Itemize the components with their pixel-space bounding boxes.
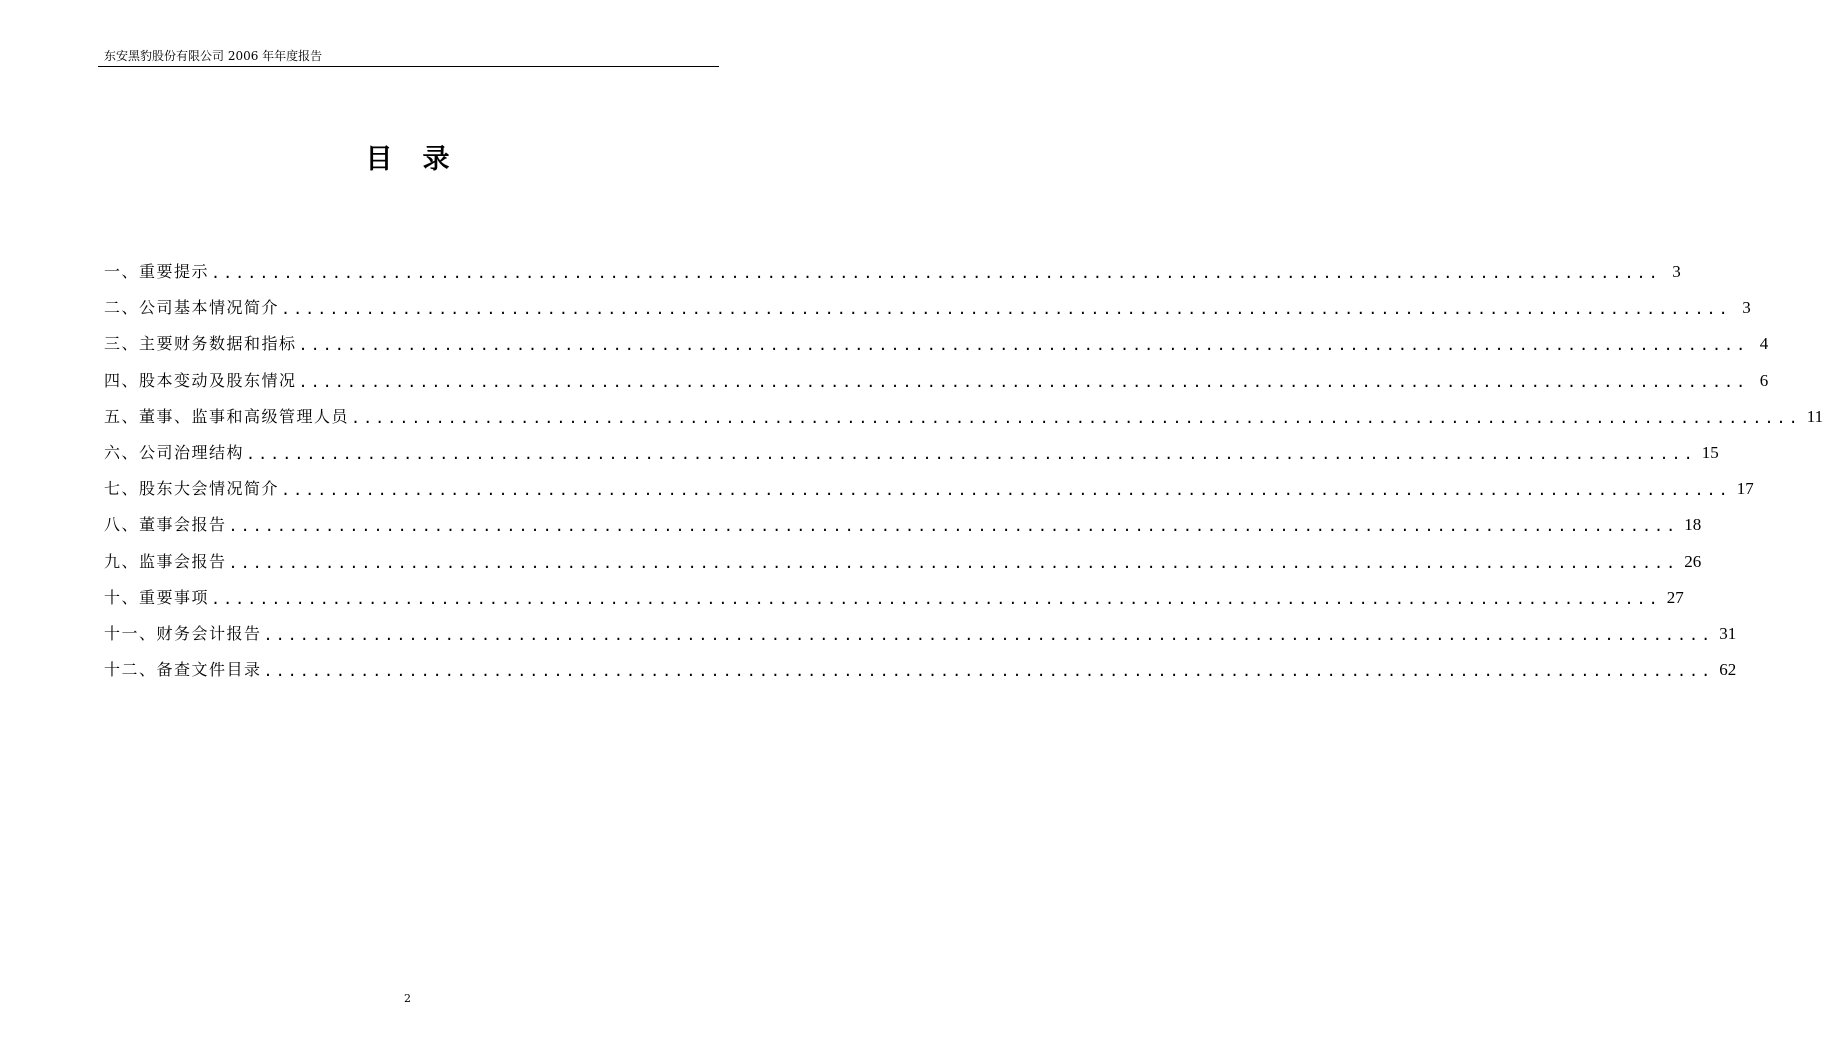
toc-entry-page: 15 xyxy=(1701,443,1719,463)
toc-entry-page: 4 xyxy=(1759,334,1769,354)
toc-entry-label: 十、重要事项 xyxy=(104,587,210,607)
toc-leader-dots: ........................................................................................................................ xyxy=(211,589,1661,608)
toc-entry-page: 18 xyxy=(1684,515,1702,535)
toc-entry[interactable] xyxy=(104,616,1737,652)
toc-entry-label: 二、公司基本情况简介 xyxy=(104,298,280,318)
toc-entry-page: 27 xyxy=(1666,587,1684,607)
header-divider xyxy=(98,66,719,67)
table-of-contents xyxy=(104,254,1823,688)
toc-leader-dots: ........................................................................................................................ xyxy=(351,408,1801,427)
toc-entry-label: 十二、备查文件目录 xyxy=(104,660,262,680)
toc-entry-page: 26 xyxy=(1684,551,1702,571)
toc-entry-label: 五、董事、监事和高级管理人员 xyxy=(104,406,350,426)
toc-leader-dots: ........................................................................................................................ xyxy=(298,372,1749,391)
toc-entry[interactable] xyxy=(104,652,1737,688)
toc-entry[interactable] xyxy=(104,580,1684,616)
toc-entry[interactable] xyxy=(104,290,1751,326)
toc-entry[interactable] xyxy=(104,399,1823,435)
title-char-2: 录 xyxy=(422,144,450,175)
toc-leader-dots: ........................................................................................................................ xyxy=(298,336,1749,355)
toc-entry-page: 6 xyxy=(1759,370,1769,390)
page-header: 东安黑豹股份有限公司 2006 年年度报告 xyxy=(104,49,323,63)
toc-entry[interactable] xyxy=(104,435,1719,471)
page-title xyxy=(0,140,815,180)
toc-leader-dots: ........................................................................................................................ xyxy=(211,264,1661,283)
toc-leader-dots: ........................................................................................................................ xyxy=(281,481,1731,500)
toc-entry[interactable] xyxy=(104,254,1681,290)
toc-entry-page: 62 xyxy=(1719,660,1737,680)
toc-entry-page: 17 xyxy=(1736,479,1754,499)
toc-entry-label: 九、监事会报告 xyxy=(104,551,227,571)
toc-entry[interactable] xyxy=(104,363,1769,399)
toc-entry-label: 一、重要提示 xyxy=(104,262,210,282)
toc-entry-label: 四、股本变动及股东情况 xyxy=(104,370,297,390)
toc-leader-dots: ........................................................................................................................ xyxy=(228,517,1679,536)
toc-entry-label: 六、公司治理结构 xyxy=(104,443,245,463)
toc-entry[interactable] xyxy=(104,507,1702,543)
toc-entry-page: 11 xyxy=(1806,406,1823,426)
toc-leader-dots: ........................................................................................................................ xyxy=(263,625,1714,644)
page-number: 2 xyxy=(404,992,411,1005)
toc-entry[interactable] xyxy=(104,544,1702,580)
toc-entry-page: 3 xyxy=(1672,262,1681,282)
toc-leader-dots: ........................................................................................................................ xyxy=(228,553,1679,572)
toc-entry-label: 三、主要财务数据和指标 xyxy=(104,334,297,354)
toc-entry[interactable] xyxy=(104,471,1754,507)
toc-entry-label: 七、股东大会情况简介 xyxy=(104,479,280,499)
toc-entry-page: 3 xyxy=(1742,298,1751,318)
toc-entry-label: 八、董事会报告 xyxy=(104,515,227,535)
toc-leader-dots: ........................................................................................................................ xyxy=(263,662,1714,681)
toc-entry[interactable] xyxy=(104,326,1769,362)
title-char-1: 目 xyxy=(365,144,393,175)
toc-entry-page: 31 xyxy=(1719,623,1737,643)
toc-leader-dots: ........................................................................................................................ xyxy=(246,445,1696,464)
toc-entry-label: 十一、财务会计报告 xyxy=(104,623,262,643)
toc-leader-dots: ........................................................................................................................ xyxy=(281,300,1731,319)
